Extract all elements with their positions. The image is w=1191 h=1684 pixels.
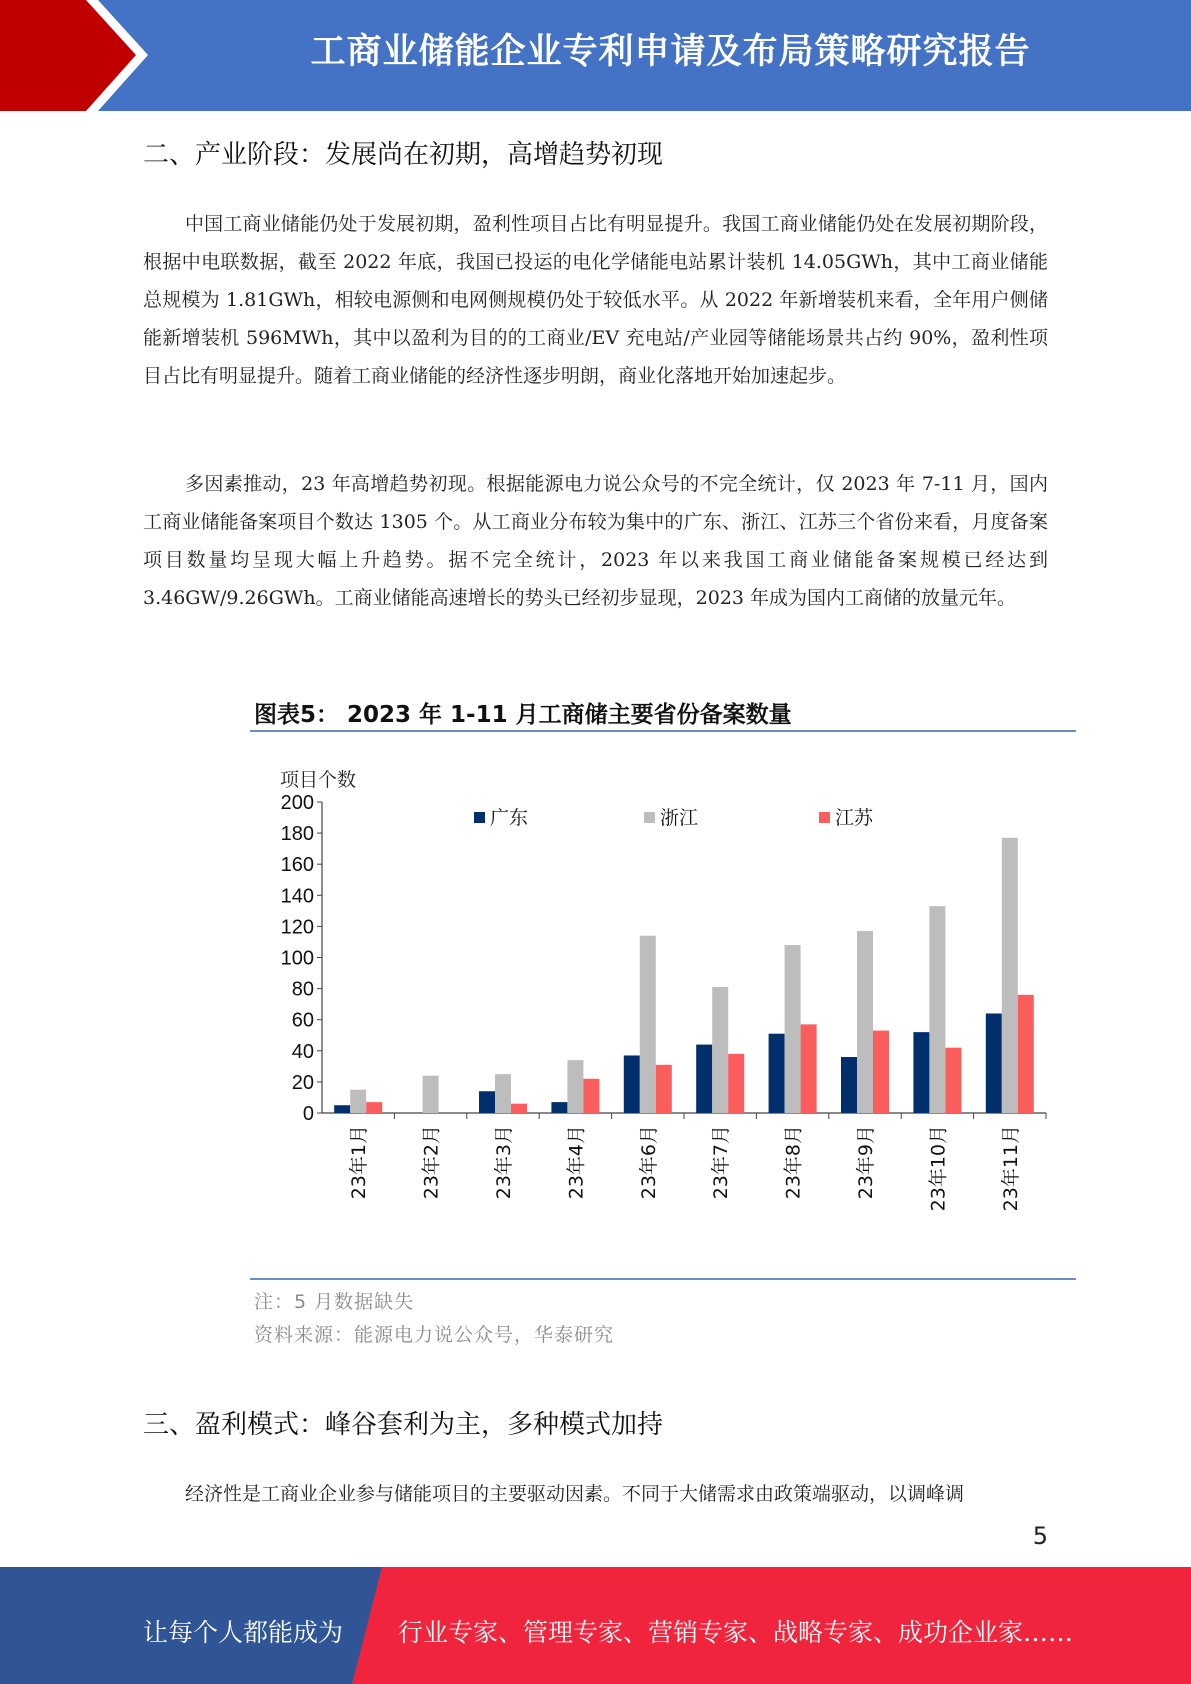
section-2-heading: 二、产业阶段：发展尚在初期，高增趋势初现: [143, 140, 664, 170]
x-tick-label: 23年3月: [493, 1125, 515, 1200]
bar-广东-23年1月: [334, 1105, 350, 1113]
bar-浙江-23年9月: [857, 931, 873, 1113]
bar-浙江-23年3月: [495, 1074, 511, 1113]
figure-title: 图表5： 2023 年 1-11 月工商储主要省份备案数量: [254, 702, 792, 728]
x-tick-label: 23年6月: [637, 1125, 660, 1200]
section-2-paragraph-1: 中国工商业储能仍处于发展初期，盈利性项目占比有明显提升。我国工商业储能仍处在发展初期阶段，根据中电联数据，截至 2022 年底，我国已投运的电化学储能电站累计装机 14.05GWh，其中工商业储能总规模为 1.81GWh，相较电源侧和电网侧规模仍处于较低水平。从 2022 年新增装机来看，全年用户侧储能新增装机 596MWh，其中以盈利为目的的工商业/EV 充电站/产业园等储能场景共占约 90%，盈利性项目占比有明显提升。随着工商业储能的经济性逐步明朗，商业化落地开始加速起步。: [143, 213, 1048, 387]
bar-江苏-23年7月: [728, 1054, 744, 1113]
x-tick-label: 23年2月: [420, 1125, 443, 1200]
bar-广东-23年8月: [769, 1034, 785, 1113]
bar-浙江-23年1月: [350, 1090, 366, 1113]
figure-note: 注：5 月数据缺失: [254, 1291, 415, 1313]
legend-swatch-浙江: [644, 812, 655, 823]
x-tick-label: 23年1月: [348, 1125, 371, 1200]
y-tick-label: 160: [280, 854, 314, 877]
bar-广东-23年7月: [696, 1045, 712, 1113]
y-tick-label: 100: [280, 947, 314, 970]
bar-江苏-23年4月: [583, 1079, 599, 1113]
y-tick-label: 0: [302, 1103, 314, 1125]
legend-swatch-江苏: [819, 812, 830, 823]
figure-bottom-rule: [250, 1278, 1076, 1280]
x-tick-label: 23年9月: [855, 1125, 877, 1200]
y-tick-label: 60: [291, 1009, 314, 1032]
section-3-paragraph-1: 经济性是工商业企业参与储能项目的主要驱动因素。不同于大储需求由政策端驱动，以调峰调: [185, 1483, 965, 1505]
figure-top-rule: [250, 730, 1076, 732]
bar-广东-23年3月: [479, 1091, 495, 1113]
x-tick-label: 23年11月: [999, 1125, 1022, 1212]
bar-浙江-23年2月: [423, 1076, 439, 1113]
y-tick-label: 120: [280, 916, 314, 939]
bar-浙江-23年4月: [567, 1060, 583, 1113]
y-tick-label: 180: [280, 823, 314, 846]
legend-label-江苏: 江苏: [835, 807, 874, 829]
figure-5: [250, 690, 1080, 1350]
bar-广东-23年4月: [551, 1102, 567, 1113]
page-number: 5: [1032, 1522, 1048, 1550]
y-tick-label: 20: [291, 1071, 314, 1094]
bar-浙江-23年6月: [640, 936, 656, 1113]
header-arrow-decoration: [0, 0, 160, 111]
y-tick-label: 80: [291, 978, 314, 1001]
legend-label-广东: 广东: [490, 807, 529, 829]
page-footer: [0, 1567, 1191, 1684]
bar-浙江-23年7月: [712, 987, 728, 1113]
bar-广东-23年6月: [624, 1055, 640, 1113]
bar-江苏-23年1月: [366, 1102, 382, 1113]
footer-slogan-right: 行业专家、管理专家、营销专家、战略专家、成功企业家……: [398, 1618, 1074, 1647]
y-tick-label: 140: [280, 885, 314, 908]
bar-江苏-23年8月: [801, 1024, 817, 1113]
bar-浙江-23年10月: [929, 906, 945, 1113]
bar-浙江-23年8月: [785, 945, 801, 1113]
page-header: [0, 0, 1191, 111]
bar-广东-23年10月: [913, 1032, 929, 1113]
section-2-paragraph-2: 多因素推动，23 年高增趋势初现。根据能源电力说公众号的不完全统计，仅 2023 年 7-11 月，国内工商业储能备案项目个数达 1305 个。从工商业分布较为集中的广东、浙江、江苏三个省份来看，月度备案项目数量均呈现大幅上升趋势。据不完全统计，2023 年以来我国工商业储能备案规模已经达到 3.46GW/9.26GWh。工商业储能高速增长的势头已经初步显现，2023 年成为国内工商储的放量元年。: [143, 473, 1048, 609]
bar-江苏-23年6月: [656, 1065, 672, 1113]
bar-chart: [250, 770, 1080, 1240]
report-title: 工商业储能企业专利申请及布局策略研究报告: [310, 32, 1031, 72]
bar-江苏-23年10月: [945, 1048, 961, 1113]
x-tick-label: 23年8月: [782, 1125, 805, 1200]
bar-广东-23年9月: [841, 1057, 857, 1113]
x-tick-label: 23年4月: [565, 1125, 588, 1200]
bar-江苏-23年11月: [1018, 995, 1034, 1113]
legend-label-浙江: 浙江: [660, 807, 699, 829]
y-tick-label: 40: [291, 1040, 314, 1063]
y-tick-label: 200: [280, 792, 314, 814]
x-tick-label: 23年7月: [710, 1125, 733, 1200]
bar-浙江-23年11月: [1002, 838, 1018, 1113]
bar-江苏-23年9月: [873, 1031, 889, 1113]
x-tick-label: 23年10月: [927, 1125, 950, 1212]
y-axis-label: 项目个数: [280, 770, 357, 791]
bar-江苏-23年3月: [511, 1104, 527, 1113]
section-3-heading: 三、盈利模式：峰谷套利为主，多种模式加持: [143, 1410, 664, 1440]
bar-广东-23年11月: [986, 1013, 1002, 1113]
figure-source: 资料来源：能源电力说公众号，华泰研究: [254, 1324, 615, 1346]
footer-slogan-left: 让每个人都能成为: [143, 1618, 344, 1647]
legend-swatch-广东: [474, 812, 485, 823]
